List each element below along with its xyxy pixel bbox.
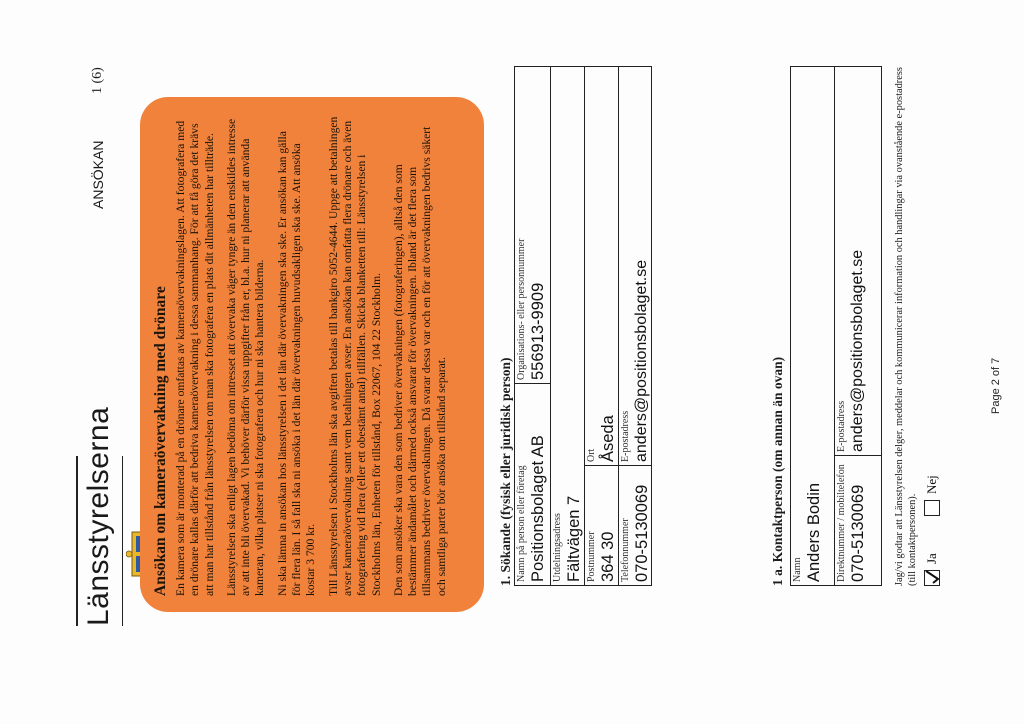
info-title: Ansökan om kameraövervakning med drönare (152, 286, 169, 596)
applicant-section-title: 1. Sökande (fysisk eller juridisk person) (498, 357, 513, 586)
consent-yes-label: Ja (924, 553, 939, 564)
field-value: Åseda (599, 415, 617, 462)
field-value: anders@positionsbolaget.se (849, 249, 866, 452)
applicant-orgnr-field[interactable] (515, 67, 551, 383)
field-label: E-postadress (836, 400, 847, 452)
field-label: Postnummer (586, 531, 597, 582)
brand-name: Länsstyrelserna (82, 406, 115, 626)
info-paragraph: Ni ska lämna in ansökan hos länsstyrelsen i det län där övervakningen ska ske. Er ansökan kan gälla för flera län. I så fall ska ni ansöka i det län där övervakningen huvudsakligen ska ske. Att ansöka kostar 3 700 kr. (275, 131, 318, 596)
field-value: 556913-9909 (529, 282, 547, 380)
field-label: E-postadress (620, 410, 631, 462)
applicant-table (514, 66, 652, 586)
applicant-name-field[interactable] (515, 383, 551, 585)
field-value: 070-5130069 (849, 484, 867, 582)
info-box (140, 97, 484, 612)
field-value: Positionsbolaget AB (529, 435, 547, 582)
page-footer: Page 2 of 7 (990, 357, 1002, 414)
applicant-phone-field[interactable] (619, 465, 652, 585)
field-label: Namn på person eller företag (516, 465, 527, 582)
field-label: Telefonnummer (620, 518, 631, 582)
info-paragraph: Länsstyrelsen ska enligt lagen bedöma om intresset att övervaka väger tyngre än den enskildes intresse av att inte bli övervakad. Vi behöver därför vissa uppgifter från er, bl.a. hur ni planerar att använda kameran, vilka platser ni ska fotografera och hur ni ska hantera bilderna. (224, 118, 267, 596)
applicant-email-field[interactable] (619, 67, 652, 465)
field-value: 070-5130069 (633, 484, 651, 582)
field-value: anders@positionsbolaget.se (633, 259, 650, 462)
consent-no-checkbox[interactable] (924, 500, 940, 516)
info-paragraph: Den som ansöker ska vara den som bedriver övervakningen (fotograferingen), alltså den som bestämmer ändamålet och därmed också ansvarar för övervakningen. Ibland är det flera som tillsammans bedriver övervakningen. Då svarar dessa var och en för att övervakningen bedrivs säkert och samtliga parter bör ansöka om tillstånd separat. (391, 126, 448, 596)
field-value: Anders Bodin (805, 482, 823, 582)
contact-table (790, 66, 882, 586)
applicant-address-field[interactable] (551, 67, 585, 585)
contact-name-field[interactable] (791, 67, 835, 585)
logo-bottom-rule (122, 456, 123, 626)
consent-text: Jag/vi godtar att Länsstyrelsen delger, meddelar och kommunicerar information och handlingar via ovanstående e-postadress (till kontaktpersonen). (894, 67, 918, 586)
contact-phone-field[interactable] (835, 455, 882, 585)
field-label: Direktnummer / mobiltelefon (836, 464, 847, 582)
field-label: Organisations- eller personnummer (516, 238, 527, 380)
info-paragraph: Till Länsstyrelsen i Stockholms län ska avgiften betalas till bankgiro 5052-4644. Uppge att betalningen avser kameraövervakning samt vem betalningen avser. En ansökan kan omfatta flera drönare och även fotografering vid flera (eller ett obestämt antal) tillfällen. Skicka blanketten till: Länsstyrelsen i Stockholms län, Enheten för tillstånd, Box 22067, 104 22 Stockholm. (326, 116, 383, 596)
field-label: Namn (792, 557, 803, 582)
field-value: Fältvägen 7 (565, 495, 583, 582)
consent-no-label: Nej (924, 475, 939, 494)
consent-yes-checkbox[interactable] (924, 570, 940, 586)
page-number: 1 (6) (90, 67, 105, 94)
document-type: ANSÖKAN (90, 140, 106, 209)
info-paragraph: En kamera som är monterad på en drönare omfattas av kameraövervakningslagen. Att fotografera med en drönare kallas därför att bedriva kameraövervakning i dessa sammanhang. För att få göra det krävs att man har tillstånd från länsstyrelsen om man ska fotografera en plats dit allmänheten har tillträde. (174, 120, 216, 596)
checkmark-icon (925, 569, 941, 585)
contact-section-title: 1 a. Kontaktperson (om annan än ovan) (770, 356, 785, 586)
contact-email-field[interactable] (835, 67, 882, 455)
field-value: 364 30 (599, 531, 617, 582)
logo-top-rule (76, 456, 78, 626)
field-label: Ort (586, 448, 597, 462)
field-label: Utdelningsadress (552, 513, 563, 582)
consent-options (924, 406, 944, 586)
applicant-postal-field[interactable] (585, 465, 619, 585)
applicant-city-field[interactable] (585, 67, 619, 465)
